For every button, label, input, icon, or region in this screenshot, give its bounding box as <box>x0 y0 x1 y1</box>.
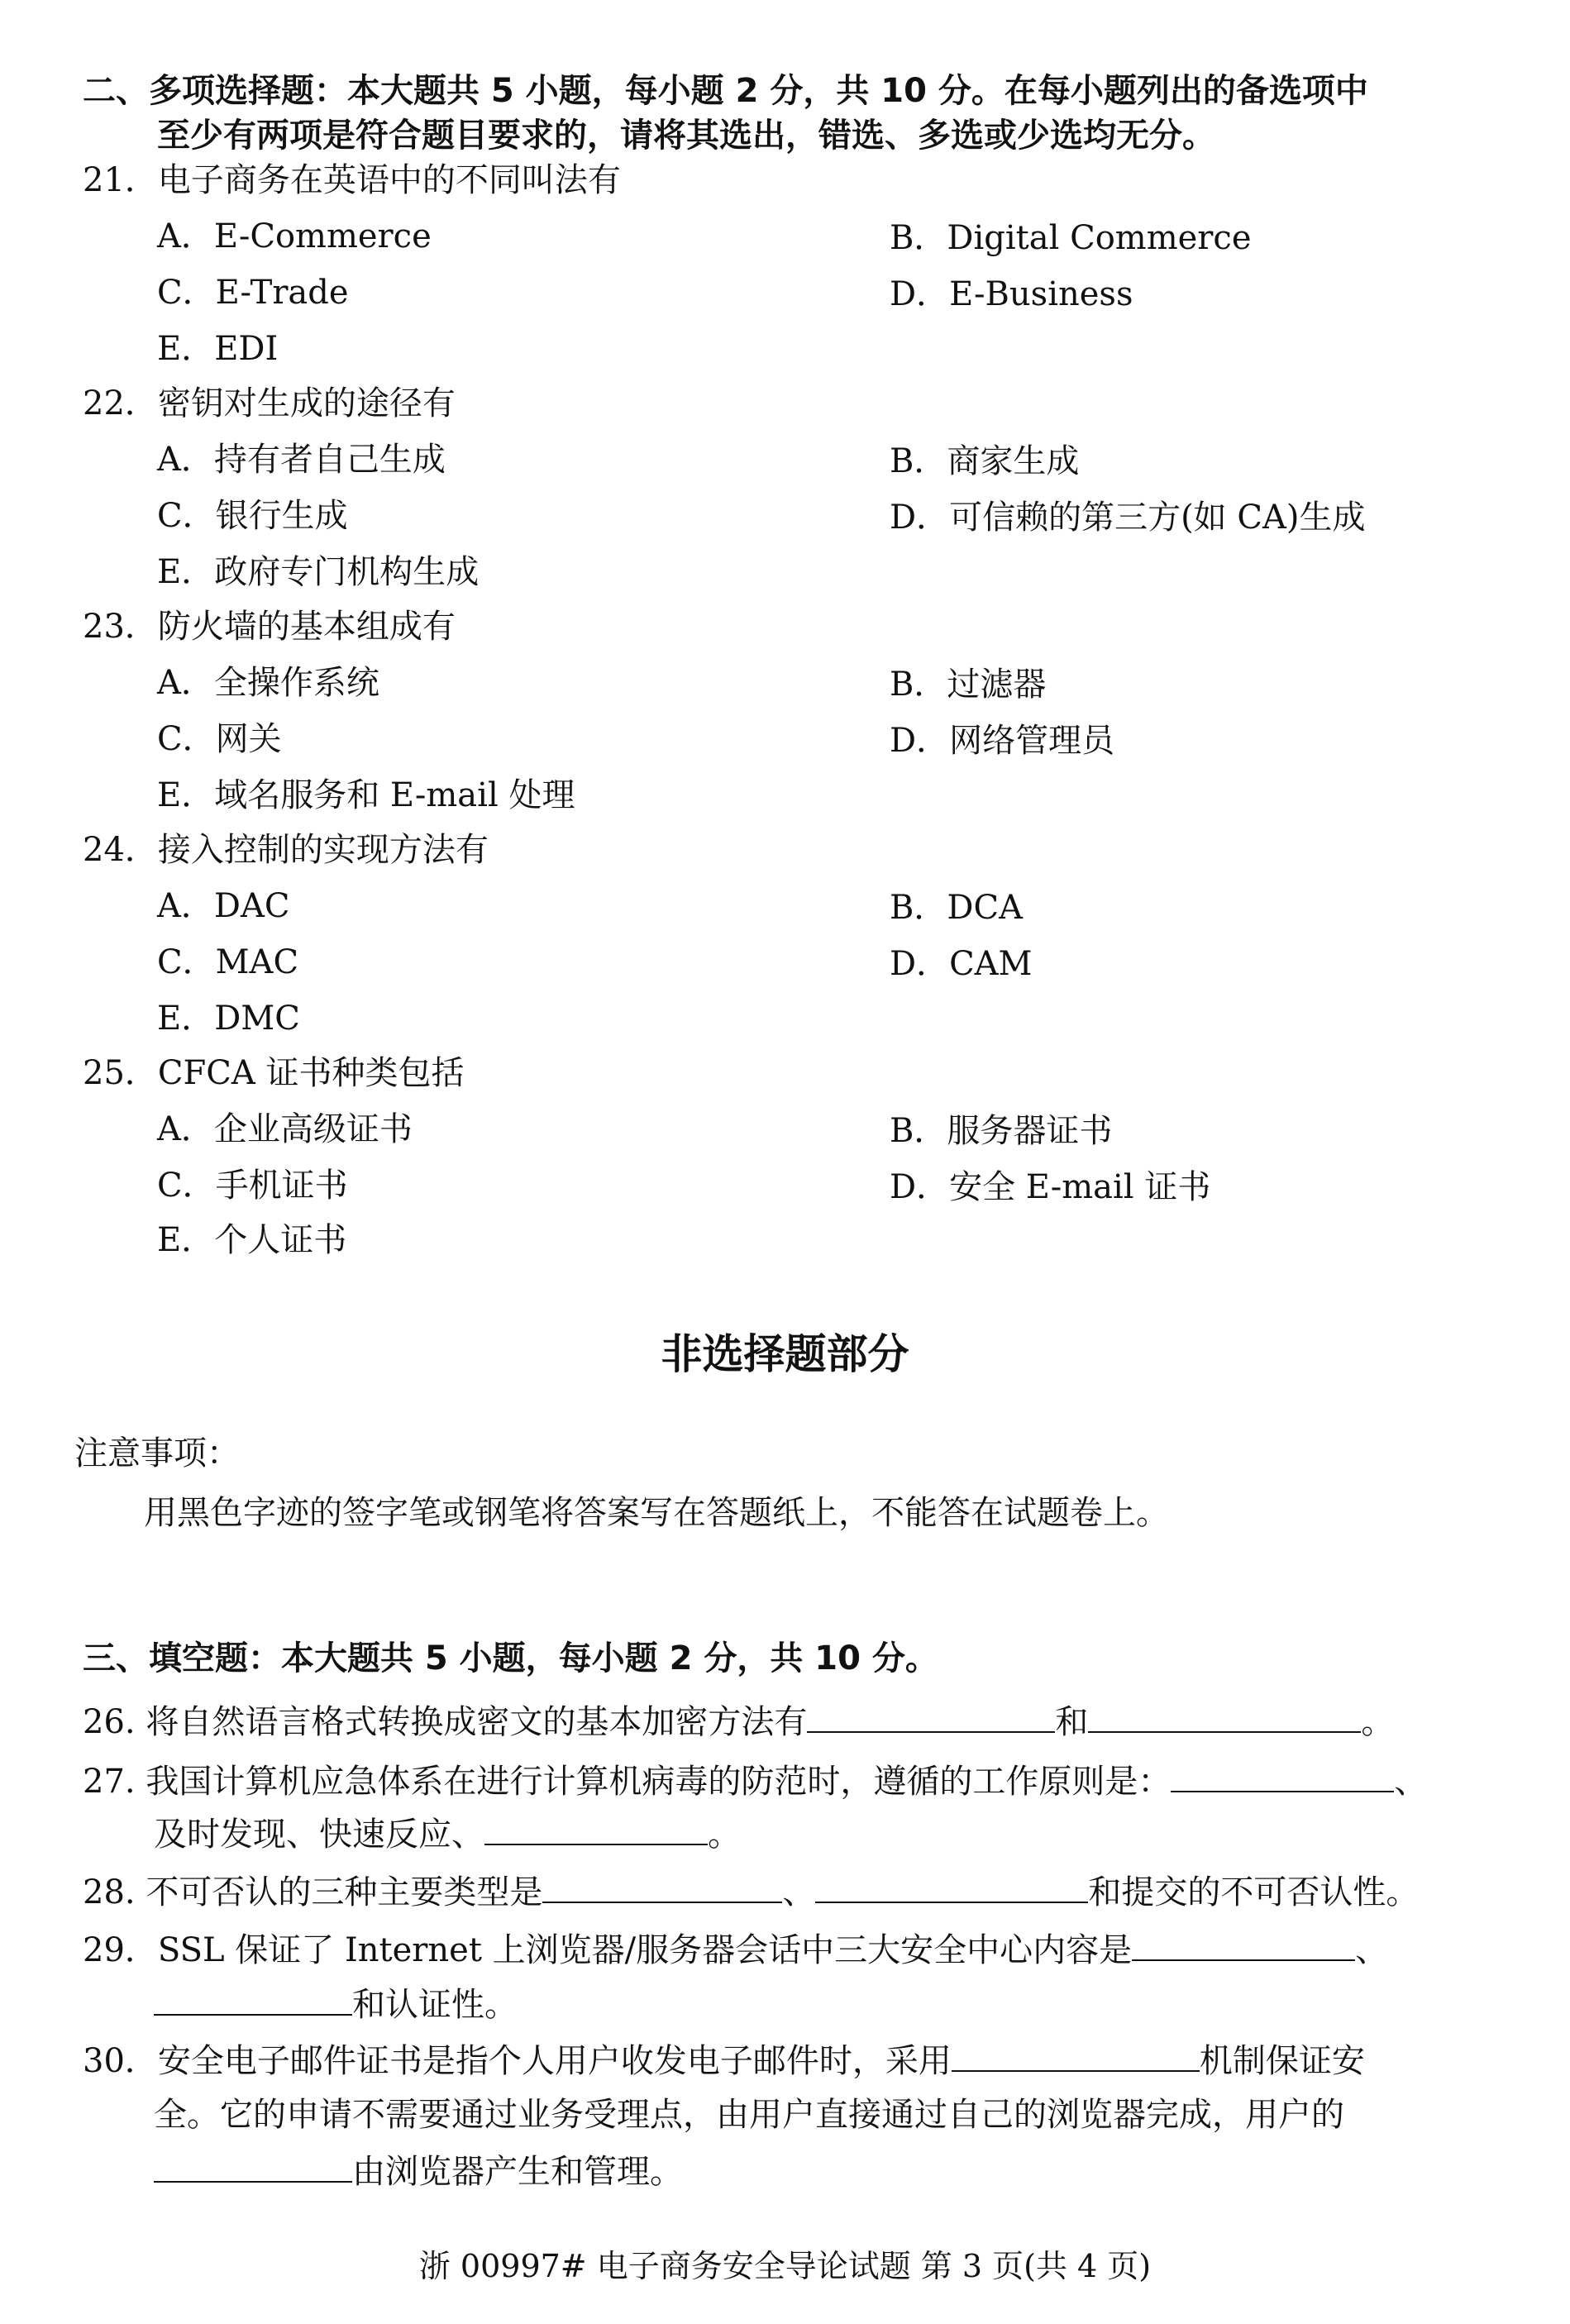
section-title-nonchoice: 非选择题部分 <box>661 1330 909 1378</box>
option-a: A．持有者自己生成 <box>157 441 446 479</box>
option-c: C．手机证书 <box>157 1167 348 1205</box>
answer-blank <box>154 2150 352 2183</box>
answer-blank <box>807 1700 1055 1733</box>
option-a: A．DAC <box>157 887 290 925</box>
option-c: C．E-Trade <box>157 274 349 312</box>
option-e: E．政府专门机构生成 <box>157 553 480 591</box>
fill-question-30-cont <box>154 2095 1344 2135</box>
option-c: C．银行生成 <box>157 497 348 535</box>
answer-blank <box>542 1870 782 1903</box>
section3-heading: 三、填空题：本大题共 5 小题，每小题 2 分，共 10 分。 <box>83 1639 938 1677</box>
question-text: 全。它的申请不需要通过业务受理点，由用户直接通过自己的浏览器完成，用户的 <box>154 2096 1344 2134</box>
answer-blank <box>1088 1700 1361 1733</box>
page-footer: 浙 00997# 电子商务安全导论试题 第 3 页(共 4 页) <box>418 2248 1152 2284</box>
section2-heading-line2: 至少有两项是符合题目要求的，请将其选出，错选、多选或少选均无分。 <box>157 117 1215 155</box>
option-a: A．E-Commerce <box>157 217 432 255</box>
option-d: D．安全 E-mail 证书 <box>890 1168 1211 1206</box>
question-text: 和 <box>1055 1703 1089 1741</box>
question-text: 27. 我国计算机应急体系在进行计算机病毒的防范时，遵循的工作原则是： <box>83 1763 1172 1801</box>
answer-blank <box>484 1812 708 1845</box>
question-text: 28. 不可否认的三种主要类型是 <box>83 1873 543 1911</box>
fill-question-29 <box>83 1928 1388 1970</box>
question-text: 26. 将自然语言格式转换成密文的基本加密方法有 <box>83 1703 808 1741</box>
option-b: B．过滤器 <box>890 666 1047 704</box>
option-b: B．DCA <box>890 889 1023 927</box>
fill-question-28 <box>83 1870 1419 1912</box>
option-b: B．服务器证书 <box>890 1112 1113 1150</box>
question-text: 。 <box>708 1816 741 1854</box>
option-e: E．DMC <box>157 1000 300 1038</box>
question-text: 和认证性。 <box>352 1986 518 2024</box>
option-d: D．网络管理员 <box>890 722 1115 760</box>
question-text: 、 <box>1355 1931 1389 1969</box>
answer-blank <box>815 1870 1088 1903</box>
notice-text: 用黑色字迹的签字笔或钢笔将答案写在答题纸上，不能答在试题卷上。 <box>144 1494 1169 1532</box>
fill-question-26 <box>83 1700 1394 1742</box>
option-e: E．域名服务和 E-mail 处理 <box>157 776 575 814</box>
question-stem: 24．接入控制的实现方法有 <box>83 831 489 869</box>
notice-label: 注意事项： <box>74 1434 240 1472</box>
fill-question-30-cont2 <box>154 2150 683 2192</box>
fill-question-29-cont <box>154 1983 518 2025</box>
option-d: D．E-Business <box>890 275 1133 313</box>
question-stem: 22．密钥对生成的途径有 <box>83 384 456 422</box>
question-text: 30．安全电子邮件证书是指个人用户收发电子邮件时，采用 <box>83 2042 952 2080</box>
option-e: E．个人证书 <box>157 1221 347 1259</box>
fill-question-27 <box>83 1759 1427 1801</box>
option-b: B．商家生成 <box>890 442 1080 480</box>
question-text: 及时发现、快速反应、 <box>154 1816 484 1854</box>
option-c: C．网关 <box>157 720 282 758</box>
question-text: 、 <box>1394 1763 1428 1801</box>
option-d: D．可信赖的第三方(如 CA)生成 <box>890 499 1366 537</box>
question-text: 由浏览器产生和管理。 <box>352 2153 683 2191</box>
question-text: 。 <box>1361 1703 1395 1741</box>
answer-blank <box>154 1983 352 2016</box>
answer-blank <box>952 2039 1200 2072</box>
answer-blank <box>1171 1759 1394 1792</box>
question-text: 和提交的不可否认性。 <box>1088 1873 1420 1911</box>
fill-question-27-cont <box>154 1812 741 1854</box>
option-a: A．全操作系统 <box>157 664 379 702</box>
option-a: A．企业高级证书 <box>157 1110 413 1148</box>
answer-blank <box>1132 1928 1355 1961</box>
fill-question-30 <box>83 2039 1365 2081</box>
option-d: D．CAM <box>890 945 1033 983</box>
option-e: E．EDI <box>157 330 279 368</box>
question-stem: 23．防火墙的基本组成有 <box>83 608 456 646</box>
section2-heading-line1: 二、多项选择题：本大题共 5 小题，每小题 2 分，共 10 分。在每小题列出的备选项中 <box>83 72 1368 110</box>
question-text: 机制保证安 <box>1199 2042 1365 2080</box>
option-b: B．Digital Commerce <box>890 219 1252 257</box>
question-stem: 25．CFCA 证书种类包括 <box>83 1054 465 1092</box>
question-text: 29．SSL 保证了 Internet 上浏览器/服务器会话中三大安全中心内容是 <box>83 1931 1133 1969</box>
question-stem: 21．电子商务在英语中的不同叫法有 <box>83 161 621 199</box>
question-text: 、 <box>782 1873 816 1911</box>
option-c: C．MAC <box>157 943 299 981</box>
